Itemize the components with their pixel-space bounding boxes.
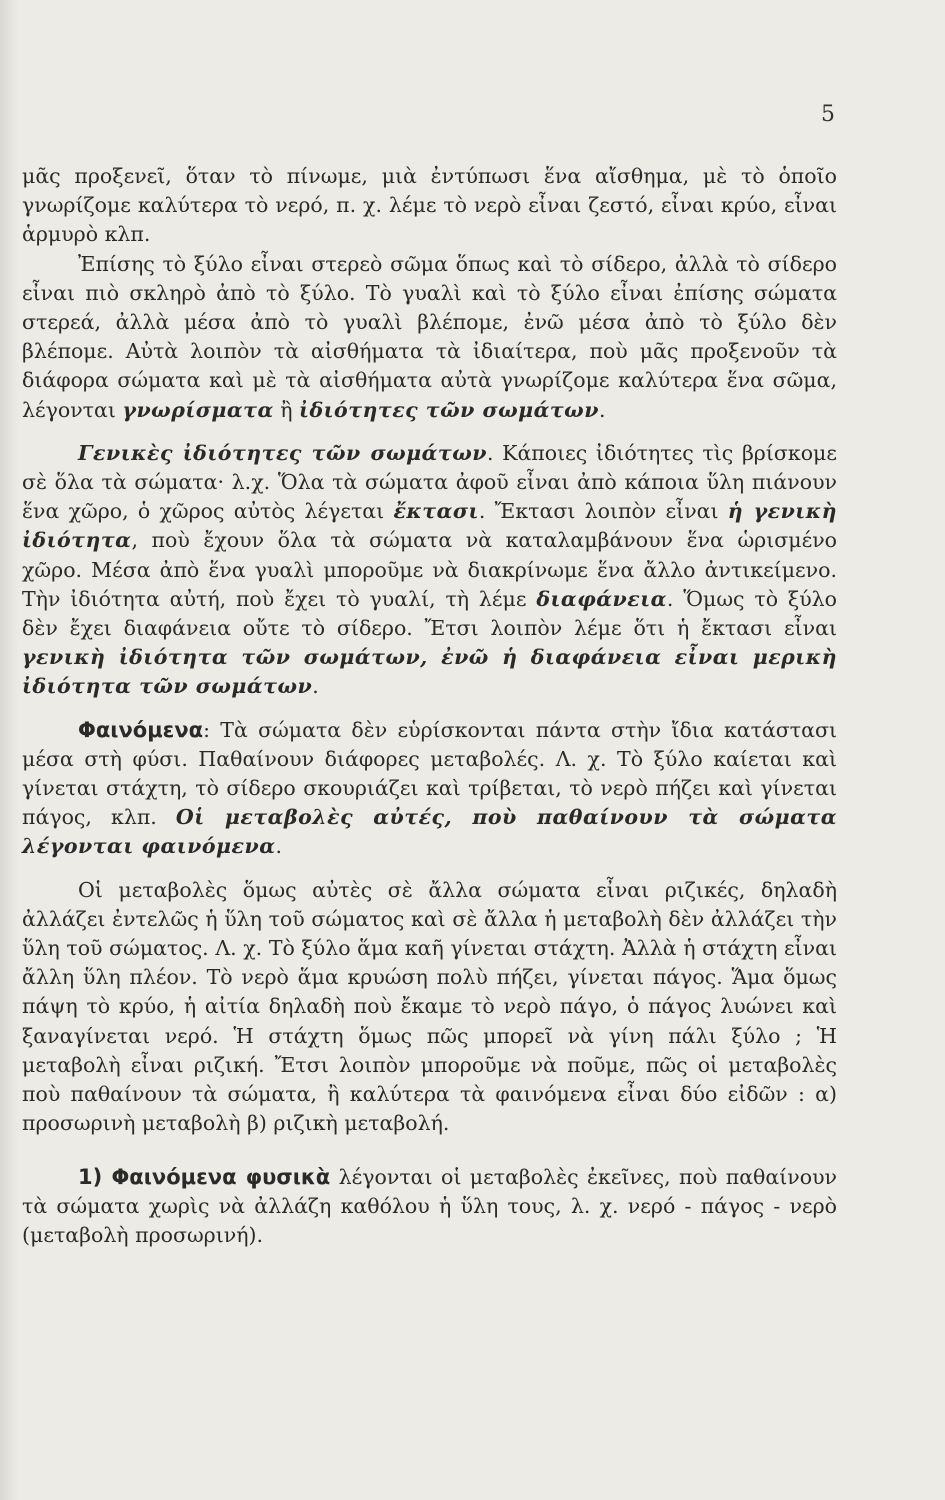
term-gnorismata: γνωρίσματα [122, 397, 274, 422]
term-idiotites: ἰδιότητες τῶν σωμάτων [299, 397, 599, 422]
page-number: 5 [821, 102, 835, 127]
term-geniki-idiotita: ἡ γενικὴ ἰδιότητα [22, 499, 837, 553]
paragraph-phenomena: Φαινόμενα: Τὰ σώματα δὲν εὑρίσκονται πάντα στὴν ἴδια κατάστασι μέσα στὴ φύσι. Παθαίνουν διάφορες μεταβολές. Λ. χ. Τὸ ξύλο καίεται καὶ γίνεται στάχτη, τὸ σίδερο σκουριάζει καὶ τρίβεται, τὸ νερὸ πήζει καὶ γίνεται πάγος, κλπ. Οἱ μεταβολὲς αὐτές, ποὺ παθαίνουν τὰ σώματα λέγονται φαινόμενα. [22, 717, 837, 859]
binding-edge [0, 0, 18, 1500]
paragraph-changes: Οἱ μεταβολὲς ὅμως αὐτὲς σὲ ἄλλα σώματα εἶναι ριζικές, δηλαδὴ ἀλλάζει ἐντελῶς ἡ ὕλη τοῦ σώματος καὶ σὲ ἄλλα ἡ μεταβολὴ δὲν ἀλλάζει τὴν ὕλη τοῦ σώματος. Λ. χ. Τὸ ξύλο ἅμα καῆ γίνεται στάχτη. Ἀλλὰ ἡ στάχτη εἶναι ἄλλη ὕλη πλέον. Τὸ νερὸ ἅμα κρυώση πολὺ πήζει, γίνεται πάγος. Ἅμα ὅμως πάψη τὸ κρύο, ἡ αἰτία δηλαδὴ ποὺ ἔκαμε τὸ νερὸ πάγο, ὁ πάγος λυώνει καὶ ξαναγίνεται νερό. Ἡ στάχτη ὅμως πῶς μπορεῖ νὰ γίνη πάλι ξύλο ; Ἡ μεταβολὴ εἶναι ριζική. Ἔτσι λοιπὸν μποροῦμε νὰ ποῦμε, πῶς οἱ μεταβολὲς ποὺ παθαίνουν τὰ σώματα, ἢ καλύτερα τὰ φαινόμενα εἶναι δύο εἰδῶν : α) προσωρινὴ μεταβολὴ β) ριζικὴ μεταβολή. [22, 877, 837, 1136]
term-conclusion: γενικὴ ἰδιότητα τῶν σωμάτων, ἐνῶ ἡ διαφάνεια εἶναι μερικὴ ἰδιότητα τῶν σωμάτων [22, 645, 837, 699]
paragraph-properties: Ἐπίσης τὸ ξύλο εἶναι στερεὸ σῶμα ὅπως καὶ τὸ σίδερο, ἀλλὰ τὸ σίδερο εἶναι πιὸ σκληρὸ ἀπὸ τὸ ξύλο. Τὸ γυαλὶ καὶ τὸ ξύλο εἶναι ἐπίσης σώματα στερεά, ἀλλὰ μέσα ἀπὸ τὸ γυαλὶ βλέπομε, ἐνῶ μέσα ἀπὸ τὸ ξύλο δὲν βλέπομε. Αὐτὰ λοιπὸν τὰ αἰσθήματα τὰ ἰδιαίτερα, ποὺ μᾶς προξενοῦν τὰ διάφορα σώματα καὶ μὲ τὰ αἰσθήματα αὐτὰ γνωρίζομε καλύτερα ἕνα σῶμα, λέγονται γνωρίσματα ἢ ἰδιότητες τῶν σωμάτων. [22, 251, 837, 422]
term-phenomena-definition: Οἱ μεταβολὲς αὐτές, ποὺ παθαίνουν τὰ σώματα λέγονται φαινόμενα [22, 805, 837, 859]
section-heading-physical-phenomena: 1) Φαινόμενα φυσικὰ [78, 1164, 331, 1189]
body-text [22, 162, 837, 1250]
term-ektasi: ἔκτασι [393, 499, 479, 524]
section-heading-general-properties: Γενικὲς ἰδιότητες τῶν σωμάτων [78, 440, 487, 465]
paragraph-physical-phenomena: 1) Φαινόμενα φυσικὰ λέγονται οἱ μεταβολὲς ἐκεῖνες, ποὺ παθαίνουν τὰ σώματα χωρὶς νὰ ἀλλάζη καθόλου ἡ ὕλη τους, λ. χ. νερό - πάγος - νερὸ (μεταβολὴ προσωρινή). [22, 1164, 838, 1247]
paragraph-continued: μᾶς προξενεῖ, ὅταν τὸ πίνωμε, μιὰ ἐντύπωσι ἕνα αἴσθημα, μὲ τὸ ὁποῖο γνωρίζομε καλύτερα τὸ νερό, π. χ. λέμε τὸ νερὸ εἶναι ζεστό, εἶναι κρύο, εἶναι ἁρμυρὸ κλπ. [22, 164, 837, 247]
term-diafaneia: διαφάνεια [536, 586, 667, 611]
paragraph-general-properties: Γενικὲς ἰδιότητες τῶν σωμάτων. Κάποιες ἰδιότητες τὶς βρίσκομε σὲ ὅλα τὰ σώματα· λ.χ. Ὅλα τὰ σώματα ἀφοῦ εἶναι ἀπὸ κάποια ὕλη πιάνουν ἕνα χῶρο, ὁ χῶρος αὐτὸς λέγεται ἔκτασι. Ἔκτασι λοιπὸν εἶναι ἡ γενικὴ ἰδιότητα, ποὺ ἔχουν ὅλα τὰ σώματα νὰ καταλαμβάνουν ἕνα ὡρισμένο χῶρο. Μέσα ἀπὸ ἕνα γυαλὶ μποροῦμε νὰ διακρίνωμε ἕνα ἄλλο ἀντικείμενο. Τὴν ἰδιότητα αὐτή, ποὺ ἔχει τὸ γυαλί, τὴ λέμε διαφάνεια. Ὅμως τὸ ξύλο δὲν ἔχει διαφάνεια οὔτε τὸ σίδερο. Ἔτσι λοιπὸν λέμε ὅτι ἡ ἔκτασι εἶναι γενικὴ ἰδιότητα τῶν σωμάτων, ἐνῶ ἡ διαφάνεια εἶναι μερικὴ ἰδιότητα τῶν σωμάτων. [22, 440, 837, 699]
section-heading-phenomena: Φαινόμενα [78, 717, 204, 742]
